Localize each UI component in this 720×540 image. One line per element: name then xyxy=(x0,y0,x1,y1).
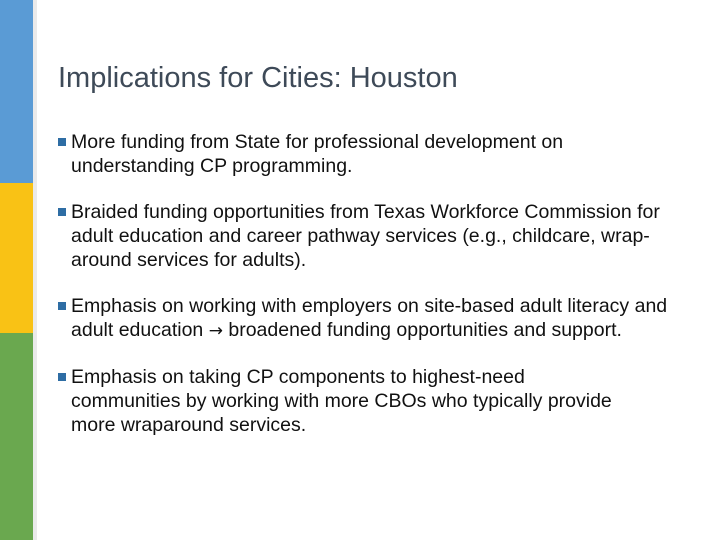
bullet-text-before-arrow: Emphasis on working with employers on site-based adult literacy and adult education xyxy=(71,295,668,341)
bullet-item xyxy=(58,365,636,437)
bullet-text: Braided funding opportunities from Texas Workforce Commission for adult education and career pathway services (e.g., childcare, wrap-around services for adults). xyxy=(71,201,660,271)
square-bullet-icon xyxy=(58,373,66,381)
slide-title: Implications for Cities: Houston xyxy=(58,62,458,94)
square-bullet-icon xyxy=(58,208,66,216)
bullet-item xyxy=(58,130,676,178)
bullet-item xyxy=(58,294,671,343)
right-arrow-icon: → xyxy=(208,321,223,341)
bullet-list xyxy=(58,130,678,437)
accent-segment-green xyxy=(0,333,33,540)
bullet-text: More funding from State for professional development on understanding CP programming. xyxy=(71,131,564,177)
bullet-item xyxy=(58,200,676,272)
accent-color-bar xyxy=(0,0,33,540)
accent-divider-line xyxy=(33,0,37,540)
bullet-text-after-arrow: broadened funding opportunities and support. xyxy=(222,319,622,341)
square-bullet-icon xyxy=(58,138,66,146)
bullet-text: Emphasis on taking CP components to highest-need communities by working with more CBOs who typically provide more wraparound services. xyxy=(71,366,612,436)
accent-segment-blue xyxy=(0,0,33,183)
square-bullet-icon xyxy=(58,302,66,310)
accent-segment-yellow xyxy=(0,183,33,333)
